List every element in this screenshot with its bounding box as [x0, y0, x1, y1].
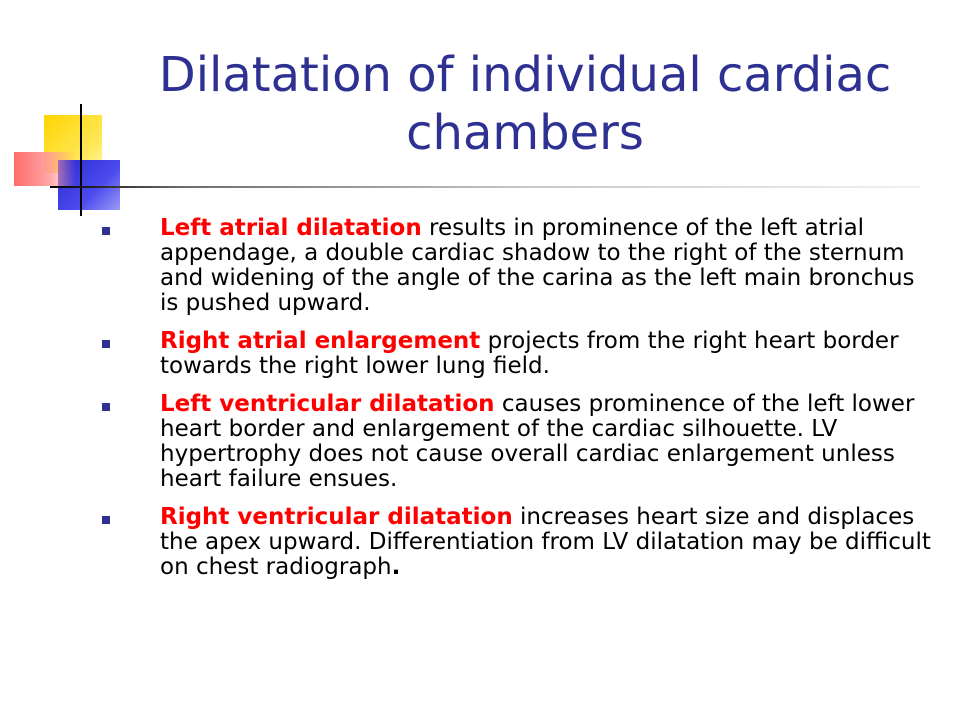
decorative-vertical-line — [80, 104, 82, 216]
bullet-term: Right ventricular dilatation — [160, 504, 513, 530]
bullet-text: results in prominence of the left atrial appendage, a double cardiac shadow to the right of the sternum and widening of the angle of the carina as the left main bronchus is pushed upward. — [160, 215, 915, 316]
bullet-term: Right atrial enlargement — [160, 328, 481, 354]
bullet-text: causes prominence of the left lower heart border and enlargement of the cardiac silhouette. LV hypertrophy does not cause overall cardiac enlargement unless heart failure ensues. — [160, 391, 915, 492]
bullet-end-period: . — [391, 554, 401, 580]
title-divider-line — [50, 186, 920, 188]
square-bullet-icon — [102, 403, 110, 411]
bullet-list — [102, 216, 932, 593]
bullet-term: Left atrial dilatation — [160, 215, 422, 241]
bullet-item-left-ventricular — [102, 392, 932, 492]
bullet-item-right-ventricular — [102, 505, 932, 580]
bullet-item-left-atrial — [102, 216, 932, 316]
bullet-item-right-atrial — [102, 329, 932, 379]
square-bullet-icon — [102, 340, 110, 348]
slide-title: Dilatation of individual cardiac chambers — [158, 47, 892, 161]
square-bullet-icon — [102, 227, 110, 235]
bullet-text: increases heart size and displaces the apex upward. Differentiation from LV dilatation may be difficult on chest radiograph — [160, 504, 931, 580]
decorative-red-bar — [14, 152, 76, 186]
bullet-term: Left ventricular dilatation — [160, 391, 495, 417]
bullet-text: projects from the right heart border towards the right lower lung field. — [160, 328, 899, 379]
square-bullet-icon — [102, 516, 110, 524]
